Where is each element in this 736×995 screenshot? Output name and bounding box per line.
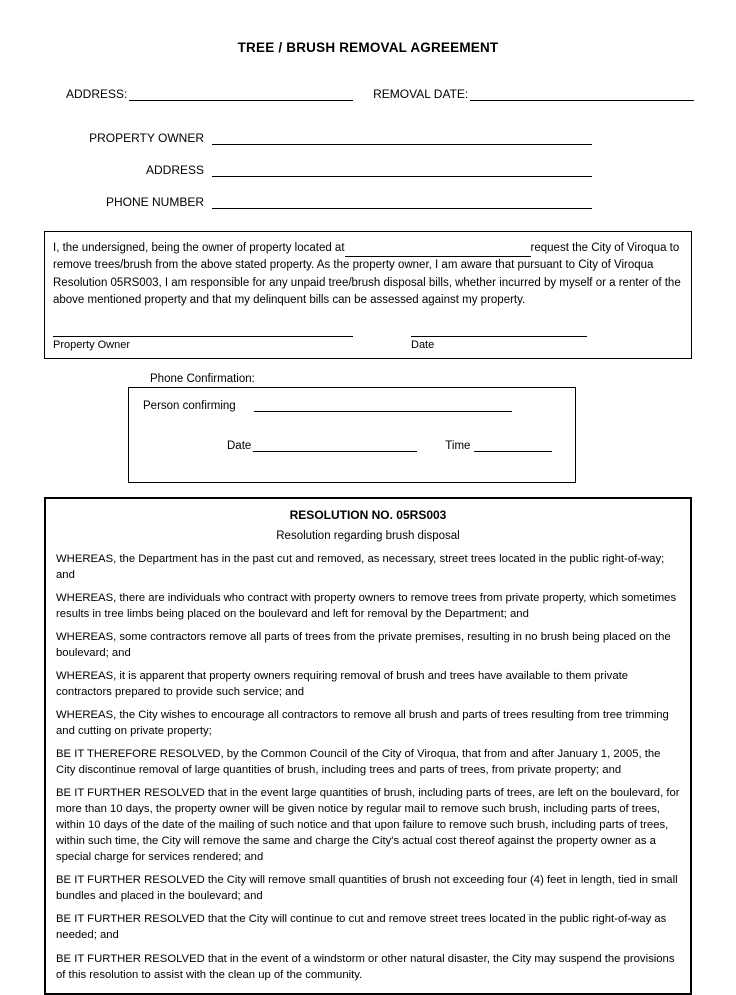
resolution-paragraph: BE IT FURTHER RESOLVED that the City will continue to cut and remove street trees located in the public right-of-way as needed; and [56, 913, 667, 942]
resolution-paragraph: WHEREAS, some contractors remove all parts of trees from the private premises, resulting in no brush being placed on the boulevard; and [56, 630, 671, 660]
resolution-paragraph: BE IT THEREFORE RESOLVED, by the Common Council of the City of Viroqua, that from and after January 1, 2005, the City discontinue removal of large quantities of brush, including trees and parts of trees, from private property; and [56, 748, 661, 777]
resolution-paragraph: WHEREAS, it is apparent that property owners requiring removal of brush and trees have available to them private contractors prepared to provide such service; and [56, 670, 629, 699]
person-confirming-label: Person confirming [143, 399, 236, 412]
owner-fields [22, 131, 714, 209]
undersigned-text-part-1: I, the undersigned, being the owner of property located at [53, 242, 345, 254]
removal-date-input[interactable] [470, 88, 694, 101]
address-removal-row [22, 87, 714, 101]
undersigned-text [53, 240, 683, 309]
resolution-box [44, 497, 692, 995]
phone-number-input[interactable] [212, 196, 592, 209]
phone-number-label: PHONE NUMBER [105, 195, 204, 209]
phone-confirmation-section [22, 373, 714, 483]
owner-field-row [66, 195, 594, 209]
address-input[interactable] [129, 88, 353, 101]
resolution-paragraph: BE IT FURTHER RESOLVED that in the event of a windstorm or other natural disaster, the City may suspend the provisions of this resolution to assist with the clean up of the community. [56, 952, 675, 981]
document-page [0, 40, 736, 992]
owner-field-row [66, 163, 594, 177]
signature-date-label: Date [411, 339, 435, 351]
owner-field-row [66, 131, 594, 145]
property-location-input[interactable] [345, 245, 531, 257]
property-owner-label: PROPERTY OWNER [89, 131, 204, 145]
address-label: ADDRESS: [66, 87, 128, 101]
resolution-subtitle: Resolution regarding brush disposal [276, 529, 460, 542]
undersigned-statement-box [44, 231, 692, 359]
person-confirming-input[interactable] [254, 400, 512, 412]
resolution-number-title: RESOLUTION NO. 05RS003 [289, 507, 447, 522]
confirmation-date-label: Date [227, 439, 252, 452]
owner-address-input[interactable] [212, 164, 592, 177]
property-owner-signature-label: Property Owner [53, 339, 131, 351]
confirmation-time-label: Time [445, 439, 471, 452]
signature-label-row [53, 337, 683, 358]
phone-confirmation-box [128, 387, 576, 483]
phone-confirmation-title: Phone Confirmation: [150, 372, 255, 385]
confirmation-time-input[interactable] [474, 440, 552, 452]
page-title: TREE / BRUSH REMOVAL AGREEMENT [237, 40, 499, 55]
signature-date-input[interactable] [411, 335, 587, 337]
confirmation-date-input[interactable] [253, 440, 417, 452]
resolution-paragraph: WHEREAS, the Department has in the past cut and removed, as necessary, street trees located in the public right-of-way; and [56, 552, 665, 581]
resolution-paragraph: WHEREAS, there are individuals who contract with property owners to remove trees from private property, which sometimes results in tree limbs being placed on the boulevard and left for removal by the Department; and [56, 591, 677, 620]
resolution-paragraph: WHEREAS, the City wishes to encourage all contractors to remove all brush and parts of trees resulting from tree trimming and cutting on private property; [56, 709, 669, 738]
confirmation-date-time-row [143, 440, 561, 452]
owner-address-label: ADDRESS [145, 163, 204, 177]
property-owner-input[interactable] [212, 132, 592, 145]
undersigned-text-part-2: request the City of Viroqua to remove trees/brush from the above stated property. As the property owner, I am aware that pursuant to City of Viroqua Resolution 05RS003, I am responsible for any unpaid tree/brush disposal bills, whether incurred by myself or a renter of the above mentioned property and that my delinquent bills can be assessed against my property. [53, 242, 681, 306]
removal-date-label: REMOVAL DATE: [373, 87, 469, 101]
resolution-paragraph: BE IT FURTHER RESOLVED the City will remove small quantities of brush not exceeding four (4) feet in length, tied in small bundles and placed in the boulevard; and [56, 874, 678, 903]
person-confirming-row [143, 400, 561, 412]
resolution-paragraph: BE IT FURTHER RESOLVED that in the event large quantities of brush, including parts of trees, are left on the boulevard, for more than 10 days, the property owner will be given notice by regular mail to remove such brush, including parts of trees, within 10 days of the date of the mailing of such notice and that upon failure to remove such brush, including parts of trees, within such time, the City will remove the same and charge the City's actual cost thereof against the property owner as a special charge for services rendered; and [56, 787, 680, 864]
